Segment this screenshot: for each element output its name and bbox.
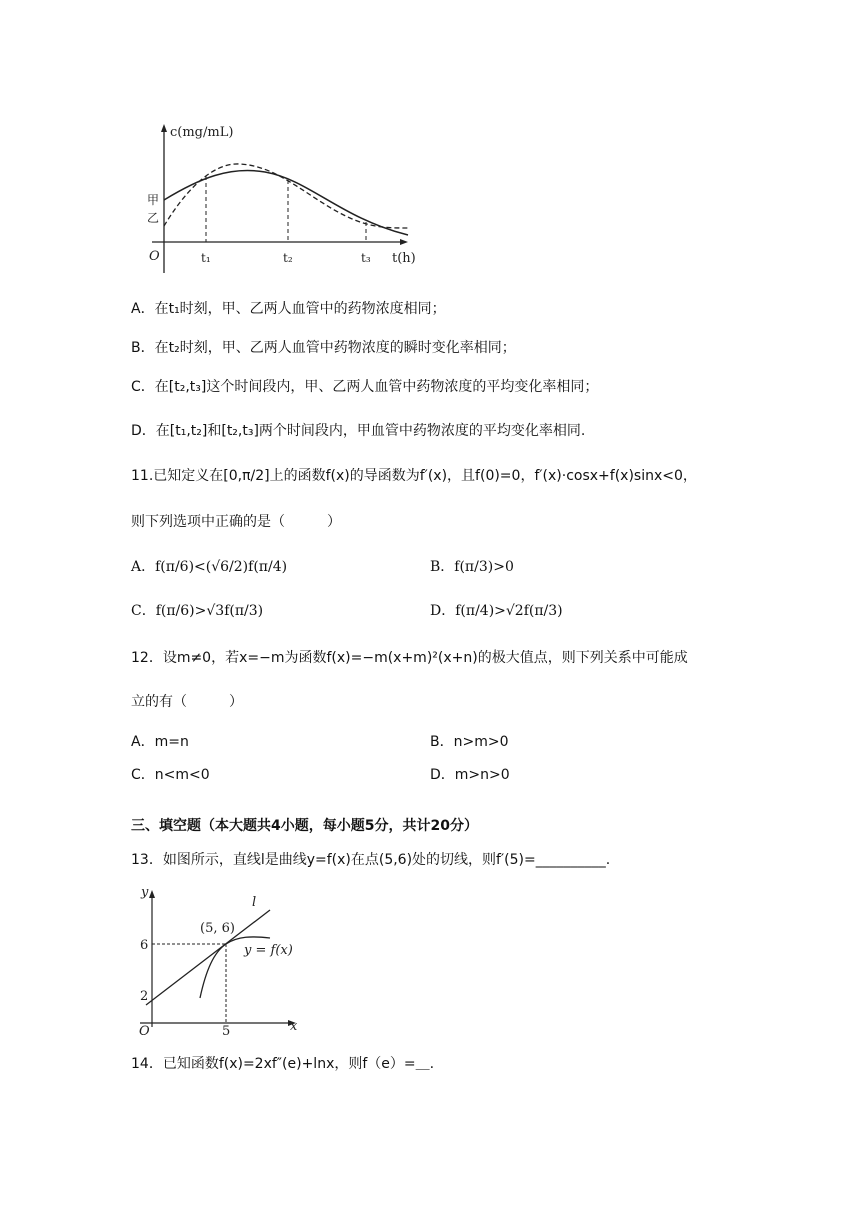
t2-tick-label: t₂ (283, 251, 293, 265)
point-label: (5, 6) (200, 921, 235, 936)
q13-stem: 13．如图所示，直线l是曲线y=f(x)在点(5,6)处的切线，则f′(5)=__________. (131, 852, 611, 868)
x-tick-5: 5 (222, 1024, 231, 1039)
concentration-figure (140, 118, 430, 276)
section-3-heading: 三、填空题（本大题共4小题，每小题5分，共计20分） (131, 818, 478, 834)
q12-stem-continued: 立的有（ ） (131, 694, 243, 710)
origin-label: O (149, 249, 160, 264)
q11-option-b: B．f(π/3)>0 (430, 559, 514, 575)
fig2-y-axis-arrow (149, 890, 155, 898)
q12-option-d: D．m>n>0 (430, 767, 510, 783)
q10-option-a: A．在t₁时刻，甲、乙两人血管中的药物浓度相同； (131, 301, 446, 317)
series-yi-label: 乙 (147, 211, 160, 225)
q11-stem-continued: 则下列选项中正确的是（ ） (131, 514, 341, 530)
curve-label: y = f(x) (244, 943, 293, 958)
curve-yi (164, 164, 408, 228)
q10-option-c: C．在[t₂,t₃]这个时间段内，甲、乙两人血管中药物浓度的平均变化率相同； (131, 379, 599, 395)
y-tick-2: 2 (140, 989, 149, 1004)
q10-option-d: D．在[t₁,t₂]和[t₂,t₃]两个时间段内，甲血管中药物浓度的平均变化率相同. (131, 423, 586, 439)
x-axis-arrow (400, 239, 408, 245)
q10-option-b: B．在t₂时刻，甲、乙两人血管中药物浓度的瞬时变化率相同； (131, 340, 516, 356)
q12-option-a: A．m=n (131, 734, 189, 750)
q11-stem: 11.已知定义在[0,π/2]上的函数f(x)的导函数为f′(x)，且f(0)=0，f′(x)·cosx+f(x)sinx<0， (131, 468, 697, 484)
fig2-x-label: x (290, 1019, 298, 1034)
q14-stem: 14．已知函数f(x)=2xf″(e)+lnx，则f（e）=＿. (131, 1056, 435, 1072)
series-jia-label: 甲 (147, 193, 160, 207)
q12-stem: 12．设m≠0，若x=−m为函数f(x)=−m(x+m)²(x+n)的极大值点，则下列关系中可能成 (131, 650, 688, 666)
fig2-y-label: y (141, 885, 149, 900)
t3-tick-label: t₃ (361, 251, 371, 265)
tangent-figure (130, 880, 310, 1040)
x-axis-label: t(h) (392, 251, 416, 266)
q11-option-d: D．f(π/4)>√2f(π/3) (430, 603, 563, 619)
y-axis-arrow (161, 124, 167, 132)
q12-option-b: B．n>m>0 (430, 734, 509, 750)
q12-option-c: C．n<m<0 (131, 767, 210, 783)
y-tick-6: 6 (140, 938, 149, 953)
q11-option-c: C．f(π/6)>√3f(π/3) (131, 603, 264, 619)
y-axis-label: c(mg/mL) (170, 125, 234, 140)
t1-tick-label: t₁ (201, 251, 211, 265)
fig2-origin: O (139, 1024, 150, 1039)
q11-option-a: A．f(π/6)<(√6/2)f(π/4) (131, 559, 288, 575)
line-l-label: l (252, 895, 257, 910)
